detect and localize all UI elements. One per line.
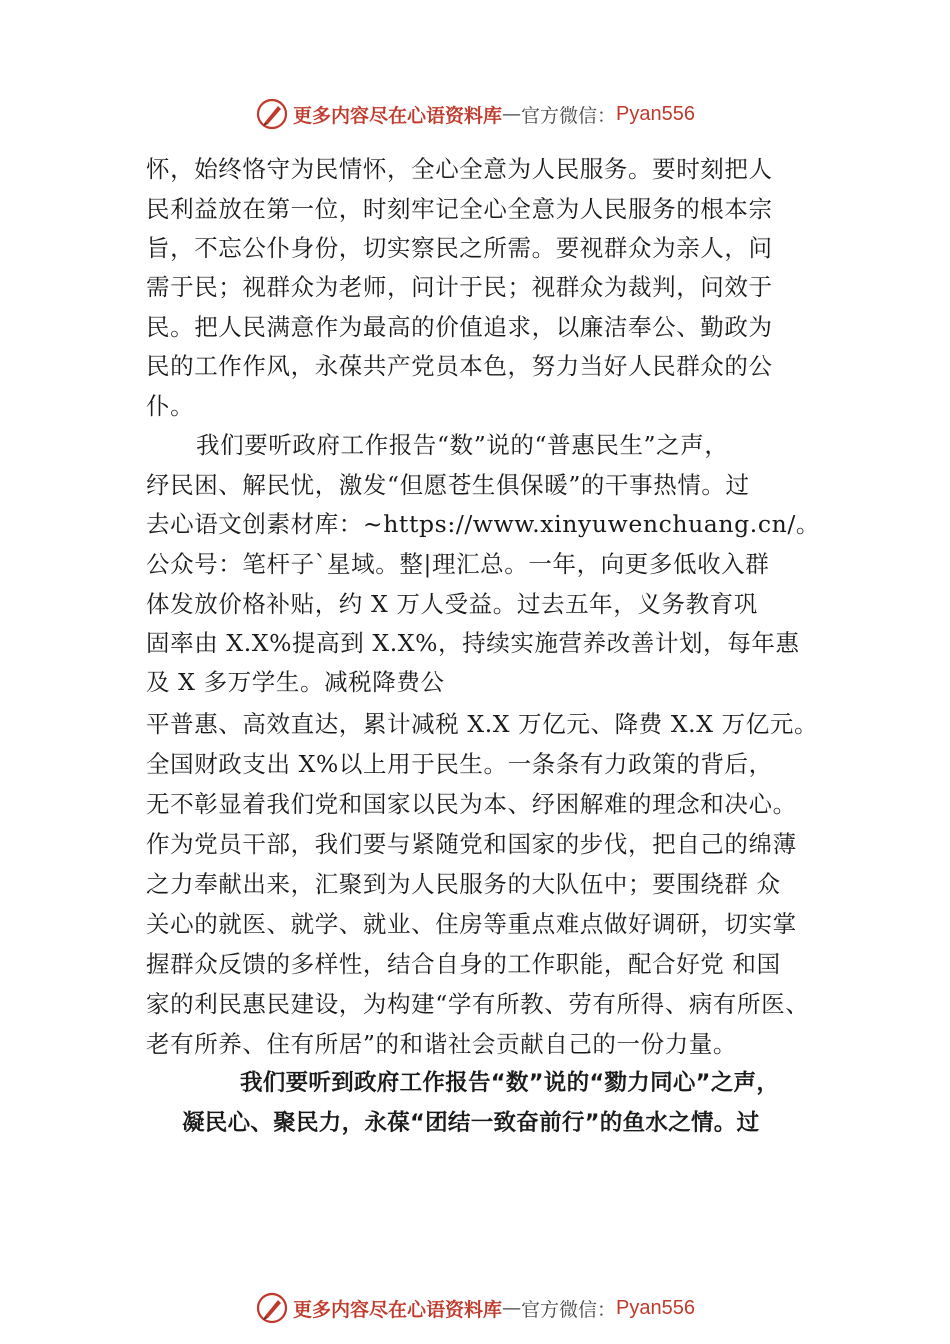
text-line: 纾民困、解民忧，激发“但愿苍生俱保暖”的干事热情。过 (146, 471, 750, 499)
banner-wechat-label: 官方微信： (521, 104, 617, 127)
banner-dash: — (502, 103, 522, 125)
text-line: 平普惠、高效直达，累计减税 X.X 万亿元、降费 X.X 万亿元。 (146, 710, 819, 738)
banner-wechat-id: Pyan556 (616, 1296, 695, 1319)
text-line: 公众号：笔杆子`星域。整|理汇总。一年，向更多低收入群 (146, 550, 770, 578)
text-line: 之力奉献出来，汇聚到为人民服务的大队伍中；要围绕群 众 (146, 870, 781, 898)
banner-wechat-label: 官方微信： (521, 1298, 617, 1321)
pen-logo-icon (255, 97, 289, 131)
banner-title: 更多内容尽在心语资料库 (293, 104, 503, 127)
text-line: 民。把人民满意作为最高的价值追求，以廉洁奉公、勤政为 (146, 313, 773, 341)
text-line: 我们要听到政府工作报告“数”说的“勠力同心”之声， (240, 1070, 780, 1096)
footer-banner (0, 1288, 950, 1328)
text-line: 家的利民惠民建设，为构建“学有所教、劳有所得、病有所医、 (146, 990, 810, 1018)
text-line: 老有所养、住有所居”的和谐社会贡献自己的一份力量。 (146, 1030, 738, 1058)
text-line: 民的工作作风，永葆共产党员本色，努力当好人民群众的公 (146, 352, 773, 380)
text-line: 及 X 多万学生。减税降费公 (146, 668, 445, 696)
text-line: 怀，始终恪守为民情怀，全心全意为人民服务。要时刻把人 (146, 155, 773, 183)
banner-dash: — (502, 1297, 522, 1319)
text-line: 体发放价格补贴，约 X 万人受益。过去五年，义务教育巩 (146, 590, 758, 618)
text-line: 握群众反馈的多样性，结合自身的工作职能，配合好党 和国 (146, 950, 781, 978)
text-line: 旨，不忘公仆身份，切实察民之所需。要视群众为亲人，问 (146, 234, 773, 262)
text-line: 仆。 (146, 392, 195, 420)
header-banner (0, 94, 950, 134)
text-line: 无不彰显着我们党和国家以民为本、纾困解难的理念和决心。 (146, 790, 797, 818)
text-line: 民利益放在第一位，时刻牢记全心全意为人民服务的根本宗 (146, 195, 773, 223)
banner-title: 更多内容尽在心语资料库 (293, 1298, 503, 1321)
text-line: 凝民心、聚民力，永葆“团结一致奋前行”的鱼水之情。过 (182, 1110, 760, 1136)
text-line: 我们要听政府工作报告“数”说的“普惠民生”之声， (196, 431, 729, 459)
text-line: 需于民；视群众为老师，问计于民；视群众为裁判，问效于 (146, 273, 773, 301)
pen-logo-icon (255, 1291, 289, 1325)
banner-wechat-id: Pyan556 (616, 102, 695, 125)
text-line: 全国财政支出 X%以上用于民生。一条条有力政策的背后， (146, 750, 773, 778)
text-line: 作为党员干部，我们要与紧随党和国家的步伐，把自己的绵薄 (146, 830, 797, 858)
text-line: 关心的就医、就学、就业、住房等重点难点做好调研，切实掌 (146, 910, 797, 938)
text-line: 去心语文创素材库：~https://www.xinyuwenchuang.cn/。 (146, 510, 820, 538)
text-line: 固率由 X.X%提高到 X.X%，持续实施营养改善计划，每年惠 (146, 629, 800, 657)
